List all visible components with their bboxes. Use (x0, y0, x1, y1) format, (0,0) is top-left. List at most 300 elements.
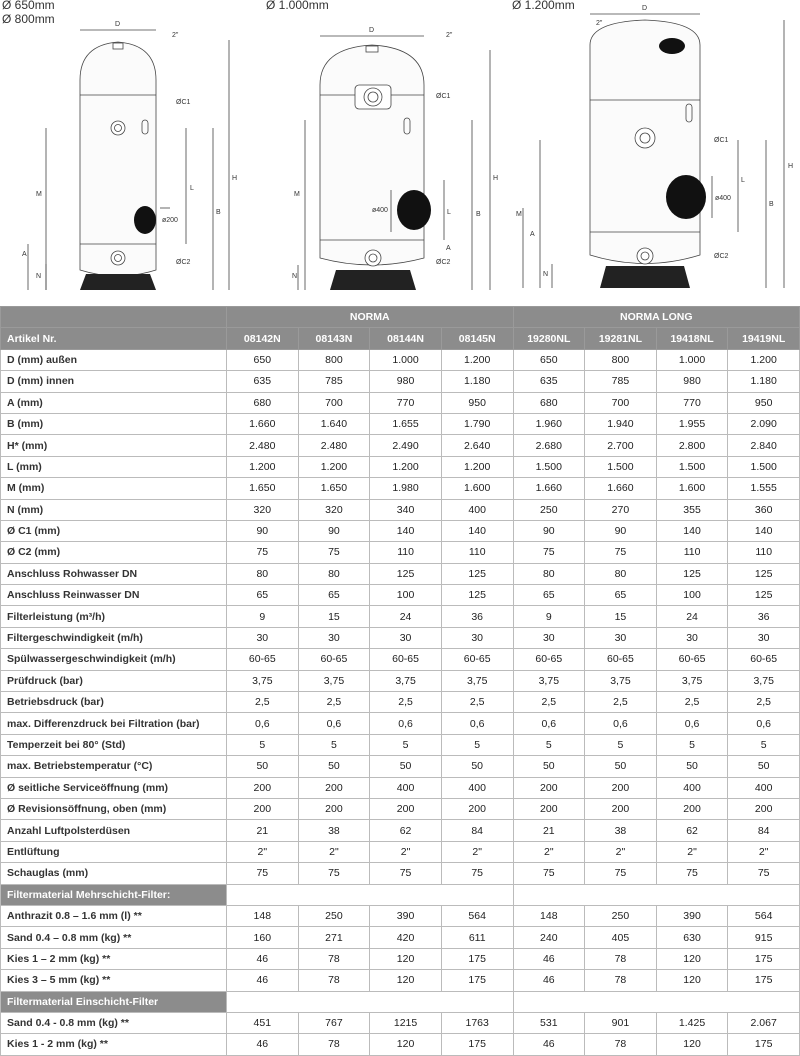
column-header: 08143N (298, 328, 370, 349)
row-value: 564 (441, 905, 513, 926)
row-label: Kies 3 – 5 mm (kg) ** (1, 970, 227, 991)
row-value: 175 (441, 970, 513, 991)
row-value: 1.955 (656, 413, 728, 434)
svg-text:H: H (788, 163, 794, 170)
row-value: 110 (656, 542, 728, 563)
row-value: 3,75 (227, 670, 299, 691)
svg-text:M: M (36, 191, 42, 198)
row-value: 46 (513, 970, 585, 991)
row-value: 80 (513, 563, 585, 584)
column-header-row (1, 328, 800, 349)
row-value: 650 (227, 349, 299, 370)
row-value: 5 (370, 734, 442, 755)
row-label: Ø seitliche Serviceöffnung (mm) (1, 777, 227, 798)
table-row (1, 927, 800, 948)
row-value: 200 (728, 798, 800, 819)
row-value: 5 (513, 734, 585, 755)
row-value: 30 (728, 627, 800, 648)
row-value: 30 (585, 627, 657, 648)
row-value: 100 (656, 585, 728, 606)
row-value: 200 (585, 798, 657, 819)
row-value: 355 (656, 499, 728, 520)
row-value: 36 (728, 606, 800, 627)
row-value: 2,5 (370, 692, 442, 713)
row-value: 770 (370, 392, 442, 413)
svg-text:2": 2" (446, 32, 453, 39)
diagram-label-medium: Ø 1.000mm (266, 0, 329, 12)
row-value: 78 (585, 1034, 657, 1055)
row-value: 400 (441, 777, 513, 798)
row-value: 340 (370, 499, 442, 520)
svg-text:L: L (741, 177, 745, 184)
row-value: 38 (585, 820, 657, 841)
column-header: 19281NL (585, 328, 657, 349)
row-value: 0,6 (656, 713, 728, 734)
row-value: 65 (585, 585, 657, 606)
row-label: Schauglas (mm) (1, 863, 227, 884)
svg-text:ØC2: ØC2 (176, 259, 191, 266)
row-value: 75 (513, 542, 585, 563)
row-value: 0,6 (441, 713, 513, 734)
row-value: 200 (227, 777, 299, 798)
row-label: Spülwassergeschwindigkeit (m/h) (1, 649, 227, 670)
row-value: 3,75 (585, 670, 657, 691)
row-value: 2" (513, 841, 585, 862)
row-value: 2.480 (298, 435, 370, 456)
row-value: 75 (298, 542, 370, 563)
row-label: Ø C2 (mm) (1, 542, 227, 563)
row-value: 400 (656, 777, 728, 798)
row-value: 1763 (441, 1012, 513, 1033)
row-value: 160 (227, 927, 299, 948)
row-value: 785 (585, 371, 657, 392)
row-value: 1.940 (585, 413, 657, 434)
row-value: 200 (298, 777, 370, 798)
row-value: 1.500 (513, 456, 585, 477)
row-value: 125 (370, 563, 442, 584)
row-value: 915 (728, 927, 800, 948)
row-value: 980 (656, 371, 728, 392)
row-value: 21 (513, 820, 585, 841)
group-norma: NORMA (227, 307, 514, 328)
row-value: 5 (585, 734, 657, 755)
row-label: H* (mm) (1, 435, 227, 456)
table-row (1, 563, 800, 584)
row-value: 1.500 (656, 456, 728, 477)
row-value: 80 (298, 563, 370, 584)
row-value: 0,6 (370, 713, 442, 734)
row-value: 60-65 (227, 649, 299, 670)
row-value: 2.800 (656, 435, 728, 456)
row-value: 1.200 (728, 349, 800, 370)
section-header-row (1, 884, 800, 905)
row-value: 0,6 (585, 713, 657, 734)
row-value: 2,5 (513, 692, 585, 713)
row-label: D (mm) außen (1, 349, 227, 370)
row-value: 200 (513, 798, 585, 819)
svg-text:N: N (543, 271, 549, 278)
table-row (1, 1012, 800, 1033)
row-value: 5 (298, 734, 370, 755)
row-label: Kies 1 – 2 mm (kg) ** (1, 948, 227, 969)
row-value: 60-65 (298, 649, 370, 670)
row-value: 75 (728, 863, 800, 884)
row-label: Entlüftung (1, 841, 227, 862)
row-value: 3,75 (298, 670, 370, 691)
tank-3-drawing (523, 14, 784, 288)
row-value: 3,75 (370, 670, 442, 691)
row-value: 60-65 (656, 649, 728, 670)
row-label: max. Betriebstemperatur (°C) (1, 756, 227, 777)
table-row (1, 841, 800, 862)
svg-text:H: H (232, 175, 238, 182)
row-value: 175 (441, 1034, 513, 1055)
table-row (1, 777, 800, 798)
row-value: 75 (656, 863, 728, 884)
svg-text:B: B (476, 211, 481, 218)
row-value: 1.555 (728, 478, 800, 499)
svg-text:ØC1: ØC1 (176, 99, 191, 106)
table-row (1, 520, 800, 541)
row-value: 175 (728, 1034, 800, 1055)
row-value: 110 (370, 542, 442, 563)
row-value: 3,75 (656, 670, 728, 691)
row-value: 0,6 (227, 713, 299, 734)
row-value: 24 (656, 606, 728, 627)
table-row (1, 1034, 800, 1055)
row-value: 1.200 (227, 456, 299, 477)
row-value: 80 (585, 563, 657, 584)
row-value: 90 (513, 520, 585, 541)
row-label: max. Differenzdruck bei Filtration (bar) (1, 713, 227, 734)
table-row (1, 649, 800, 670)
row-value: 175 (728, 970, 800, 991)
row-value: 100 (370, 585, 442, 606)
row-value: 90 (227, 520, 299, 541)
row-value: 1.600 (656, 478, 728, 499)
row-value: 390 (370, 905, 442, 926)
row-value: 9 (227, 606, 299, 627)
column-header: 08142N (227, 328, 299, 349)
row-value: 564 (728, 905, 800, 926)
row-value: 46 (513, 1034, 585, 1055)
row-value: 1.000 (370, 349, 442, 370)
row-value: 75 (370, 863, 442, 884)
row-value: 2,5 (728, 692, 800, 713)
row-value: 800 (585, 349, 657, 370)
row-value: 1.980 (370, 478, 442, 499)
row-value: 2.700 (585, 435, 657, 456)
row-value: 1.660 (513, 478, 585, 499)
row-label: Anzahl Luftpolsterdüsen (1, 820, 227, 841)
row-label: Anschluss Reinwasser DN (1, 585, 227, 606)
svg-text:ø200: ø200 (162, 217, 178, 224)
tank-drawings-svg (0, 0, 800, 300)
row-value: 75 (585, 542, 657, 563)
row-value: 2,5 (656, 692, 728, 713)
row-value: 400 (370, 777, 442, 798)
row-value: 140 (656, 520, 728, 541)
tank-2-drawing (298, 36, 490, 290)
row-value: 1.500 (728, 456, 800, 477)
row-label: M (mm) (1, 478, 227, 499)
table-row (1, 413, 800, 434)
column-header: 08144N (370, 328, 442, 349)
row-value: 2,5 (441, 692, 513, 713)
svg-text:ø400: ø400 (372, 207, 388, 214)
row-value: 46 (513, 948, 585, 969)
row-value: 767 (298, 1012, 370, 1033)
row-value: 140 (441, 520, 513, 541)
row-value: 60-65 (513, 649, 585, 670)
row-value: 50 (656, 756, 728, 777)
row-value: 120 (370, 948, 442, 969)
row-value: 50 (513, 756, 585, 777)
svg-text:ØC1: ØC1 (714, 137, 729, 144)
row-value: 2,5 (227, 692, 299, 713)
row-value: 30 (227, 627, 299, 648)
row-value: 84 (728, 820, 800, 841)
row-value: 5 (441, 734, 513, 755)
row-value: 0,6 (298, 713, 370, 734)
row-label: Anschluss Rohwasser DN (1, 563, 227, 584)
row-value: 60-65 (585, 649, 657, 670)
row-value: 250 (513, 499, 585, 520)
table-row (1, 863, 800, 884)
row-value: 78 (585, 970, 657, 991)
row-value: 3,75 (728, 670, 800, 691)
row-value: 2.480 (227, 435, 299, 456)
row-value: 2.680 (513, 435, 585, 456)
column-header: 08145N (441, 328, 513, 349)
row-value: 75 (585, 863, 657, 884)
row-value: 175 (441, 948, 513, 969)
table-row (1, 970, 800, 991)
svg-text:ØC2: ØC2 (436, 259, 451, 266)
row-value: 50 (370, 756, 442, 777)
diagram-label-small: Ø 650mm Ø 800mm (2, 0, 55, 26)
row-value: 360 (728, 499, 800, 520)
row-label: Sand 0.4 – 0.8 mm (kg) ** (1, 927, 227, 948)
row-value: 50 (585, 756, 657, 777)
row-value: 200 (585, 777, 657, 798)
row-value: 110 (441, 542, 513, 563)
row-value: 200 (370, 798, 442, 819)
row-value: 2.067 (728, 1012, 800, 1033)
row-value: 75 (227, 863, 299, 884)
svg-text:ØC2: ØC2 (714, 253, 729, 260)
row-value: 531 (513, 1012, 585, 1033)
row-value: 125 (728, 563, 800, 584)
row-value: 630 (656, 927, 728, 948)
row-value: 50 (227, 756, 299, 777)
svg-text:D: D (642, 5, 648, 12)
row-value: 200 (227, 798, 299, 819)
row-value: 950 (728, 392, 800, 413)
table-row (1, 349, 800, 370)
row-value: 1.200 (370, 456, 442, 477)
row-value: 2" (585, 841, 657, 862)
row-value: 46 (227, 970, 299, 991)
row-value: 250 (298, 905, 370, 926)
row-value: 1.200 (441, 349, 513, 370)
row-value: 700 (298, 392, 370, 413)
svg-text:D: D (369, 27, 375, 34)
table-row (1, 798, 800, 819)
row-value: 2.840 (728, 435, 800, 456)
row-value: 0,6 (728, 713, 800, 734)
row-value: 30 (370, 627, 442, 648)
row-value: 140 (370, 520, 442, 541)
row-value: 120 (656, 970, 728, 991)
row-value: 3,75 (441, 670, 513, 691)
row-value: 60-65 (728, 649, 800, 670)
row-value: 1.180 (728, 371, 800, 392)
table-row (1, 734, 800, 755)
svg-text:M: M (516, 211, 522, 218)
svg-text:A: A (446, 245, 451, 252)
row-value: 2.640 (441, 435, 513, 456)
svg-text:N: N (36, 273, 42, 280)
table-row (1, 756, 800, 777)
row-value: 30 (513, 627, 585, 648)
table-row (1, 692, 800, 713)
svg-text:A: A (530, 231, 535, 238)
row-value: 62 (370, 820, 442, 841)
row-value: 420 (370, 927, 442, 948)
row-label: L (mm) (1, 456, 227, 477)
row-value: 50 (728, 756, 800, 777)
row-value: 125 (656, 563, 728, 584)
row-value: 650 (513, 349, 585, 370)
row-value: 611 (441, 927, 513, 948)
row-value: 1215 (370, 1012, 442, 1033)
tank-diagrams (0, 0, 800, 300)
row-value: 120 (656, 948, 728, 969)
svg-text:M: M (294, 191, 300, 198)
row-value: 120 (370, 1034, 442, 1055)
row-value: 451 (227, 1012, 299, 1033)
row-value: 635 (227, 371, 299, 392)
section-title: Filtermaterial Einschicht-Filter (1, 991, 227, 1012)
row-label: Ø C1 (mm) (1, 520, 227, 541)
row-value: 15 (585, 606, 657, 627)
row-value: 120 (656, 1034, 728, 1055)
row-value: 120 (370, 970, 442, 991)
row-value: 320 (298, 499, 370, 520)
row-value: 680 (513, 392, 585, 413)
row-value: 50 (298, 756, 370, 777)
row-value: 200 (441, 798, 513, 819)
row-value: 46 (227, 1034, 299, 1055)
row-value: 65 (298, 585, 370, 606)
svg-text:B: B (769, 201, 774, 208)
row-value: 2" (656, 841, 728, 862)
row-value: 21 (227, 820, 299, 841)
table-row (1, 820, 800, 841)
row-value: 38 (298, 820, 370, 841)
row-value: 5 (227, 734, 299, 755)
table-row (1, 478, 800, 499)
row-value: 1.200 (298, 456, 370, 477)
row-value: 30 (441, 627, 513, 648)
row-label: B (mm) (1, 413, 227, 434)
row-value: 1.790 (441, 413, 513, 434)
section-blank (513, 991, 800, 1012)
row-value: 1.650 (227, 478, 299, 499)
row-value: 635 (513, 371, 585, 392)
row-value: 1.660 (585, 478, 657, 499)
row-value: 78 (298, 948, 370, 969)
svg-text:N: N (292, 273, 298, 280)
row-value: 700 (585, 392, 657, 413)
table-row (1, 905, 800, 926)
svg-text:L: L (447, 209, 451, 216)
row-label: Filterleistung (m³/h) (1, 606, 227, 627)
row-value: 901 (585, 1012, 657, 1033)
row-value: 2,5 (298, 692, 370, 713)
row-value: 2" (227, 841, 299, 862)
row-label: Temperzeit bei 80° (Std) (1, 734, 227, 755)
row-value: 240 (513, 927, 585, 948)
table-row (1, 627, 800, 648)
table-row (1, 670, 800, 691)
row-value: 78 (298, 1034, 370, 1055)
row-value: 2" (441, 841, 513, 862)
row-value: 110 (728, 542, 800, 563)
row-value: 1.200 (441, 456, 513, 477)
table-row (1, 435, 800, 456)
row-value: 15 (298, 606, 370, 627)
section-blank (513, 884, 800, 905)
svg-text:A: A (22, 251, 27, 258)
row-value: 125 (728, 585, 800, 606)
section-blank (227, 884, 514, 905)
row-label: Ø Revisionsöffnung, oben (mm) (1, 798, 227, 819)
section-header-row (1, 991, 800, 1012)
svg-text:ø400: ø400 (715, 195, 731, 202)
row-value: 9 (513, 606, 585, 627)
row-label: Anthrazit 0.8 – 1.6 mm (l) ** (1, 905, 227, 926)
row-value: 1.655 (370, 413, 442, 434)
column-header: 19419NL (728, 328, 800, 349)
row-value: 785 (298, 371, 370, 392)
table-row (1, 713, 800, 734)
row-value: 1.180 (441, 371, 513, 392)
row-value: 148 (513, 905, 585, 926)
row-value: 680 (227, 392, 299, 413)
column-header: 19280NL (513, 328, 585, 349)
row-value: 78 (585, 948, 657, 969)
row-value: 271 (298, 927, 370, 948)
row-value: 148 (227, 905, 299, 926)
row-value: 405 (585, 927, 657, 948)
table-row (1, 948, 800, 969)
tank-1-drawing (28, 30, 229, 290)
row-value: 2" (728, 841, 800, 862)
row-value: 270 (585, 499, 657, 520)
table-row (1, 371, 800, 392)
row-value: 320 (227, 499, 299, 520)
row-value: 75 (513, 863, 585, 884)
row-label: Sand 0.4 - 0.8 mm (kg) ** (1, 1012, 227, 1033)
row-value: 2" (370, 841, 442, 862)
table-row (1, 542, 800, 563)
group-norma-long: NORMA LONG (513, 307, 800, 328)
row-value: 75 (298, 863, 370, 884)
row-value: 30 (298, 627, 370, 648)
row-value: 5 (728, 734, 800, 755)
